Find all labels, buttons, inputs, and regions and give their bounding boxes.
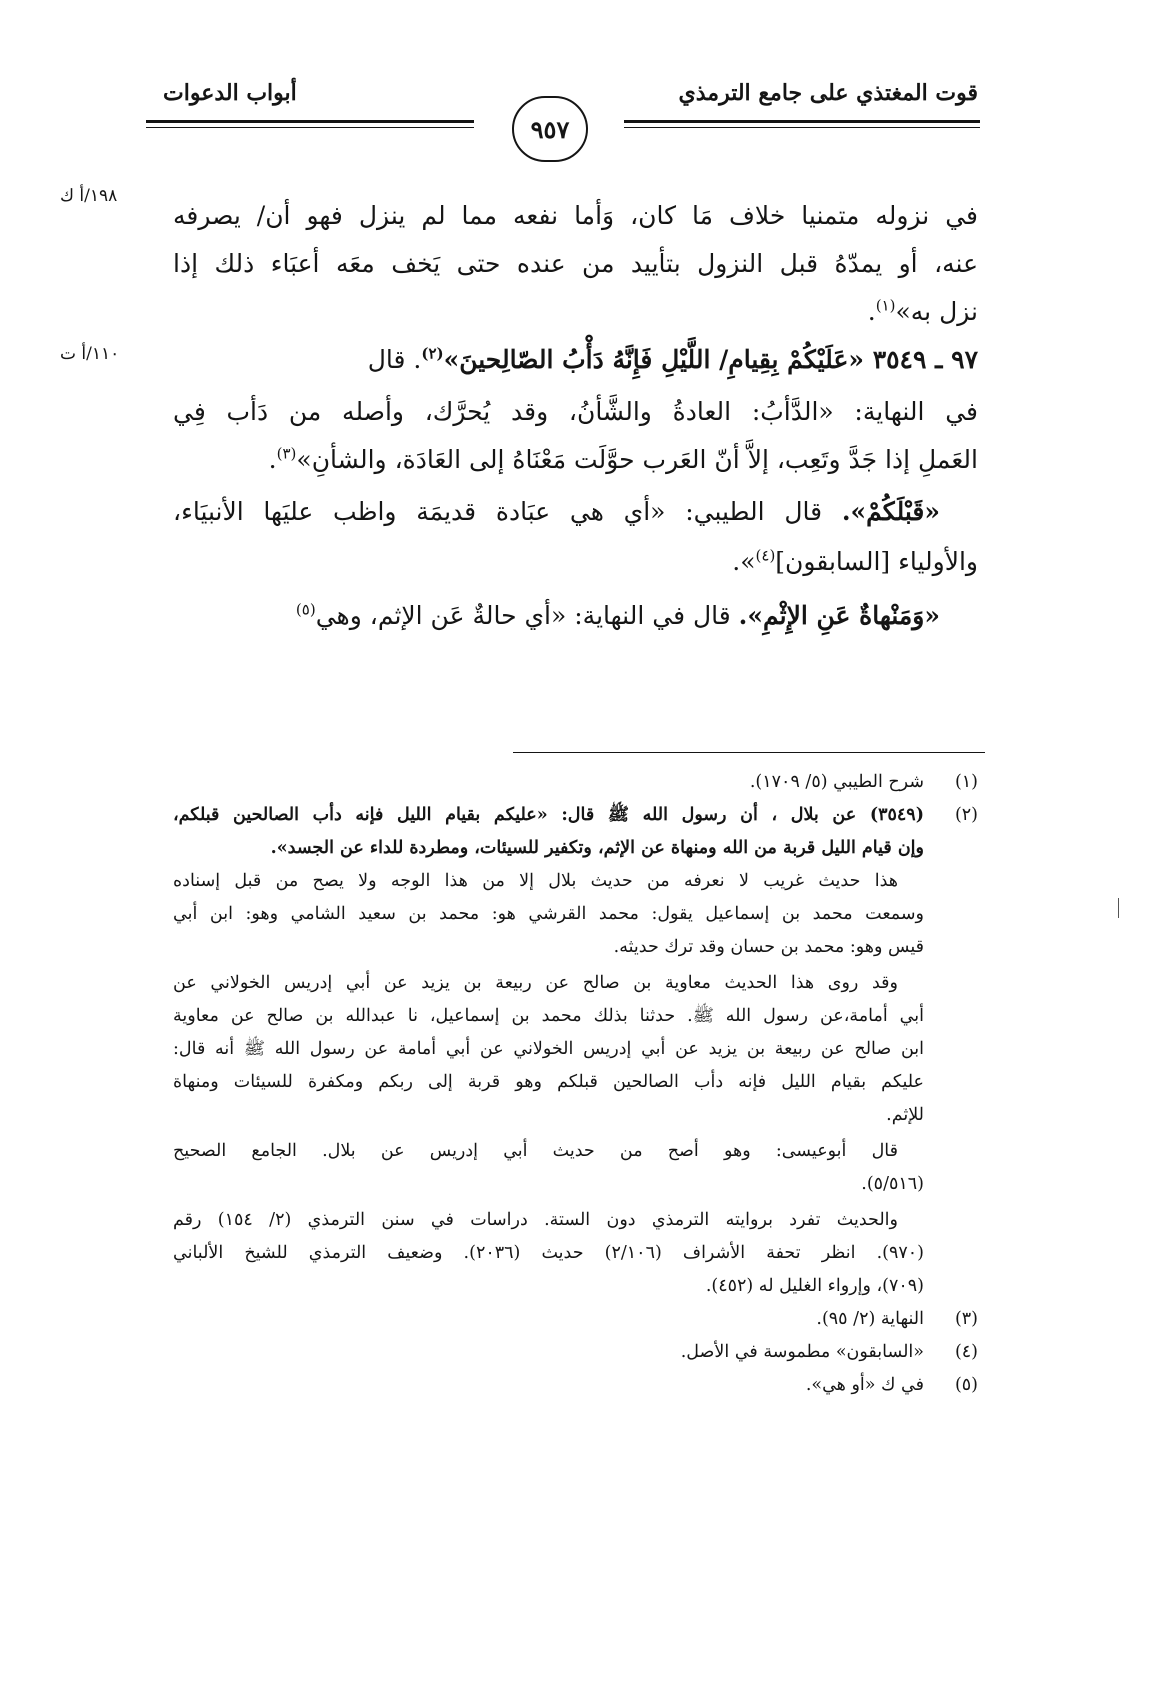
margin-note-1: ١٩٨/أ ك	[60, 186, 118, 206]
page-number: ٩٥٧	[512, 96, 588, 162]
footnote-2-p4-line-3: (٧٠٩)، وإرواء الغليل له (٤٥٢).	[705, 1276, 924, 1296]
footnote-2-line-2: وإن قيام الليل قربة من الله ومنهاة عن الإثم، وتكفير للسيئات، ومطردة للداء عن الجسد».	[270, 838, 924, 858]
footnote-2-p3-line-2: (٥/٥١٦).	[861, 1174, 924, 1194]
text-line-8-body: والأولياء [السابقون]	[775, 547, 978, 576]
header-rule-left-thin	[146, 127, 474, 128]
text-line-6	[173, 440, 978, 480]
keyword-qablakum: «قَبْلَكُمْ».	[841, 497, 940, 526]
scan-mark	[1118, 898, 1119, 918]
hadith-heading	[173, 340, 978, 380]
text-line-2: عنه، أو يمدّهُ قبل النزول بتأييد من عنده حتى يَخف معَه أعبَاء ذلك إذا	[173, 249, 978, 278]
footnote-2-p1-line-2: وسمعت محمد بن إسماعيل يقول: محمد القرشي هو: محمد بن سعيد الشامي وهو: ابن أبي	[173, 904, 924, 924]
text-line-7-body: قال الطيبي: «أي هي عبَادة قديمَة واظب عليَها الأنبيَاء،	[173, 497, 842, 526]
footnote-2-p1-line-1: هذا حديث غريب لا نعرفه من حديث بلال إلا من هذا الوجه ولا يصح من قبل إسناده	[173, 871, 898, 891]
header-rule-right	[624, 120, 980, 123]
keyword-manhat: «وَمَنْهاةٌ عَنِ الإِثْمِ».	[738, 601, 940, 630]
footnote-1	[173, 766, 978, 799]
text-line-6-body: العَملِ إذا جَدَّ وتَعِب، إلاَّ أنّ العَرب حوَّلَت مَعْنَاهُ إلى العَادَة، والشأنِ»	[296, 445, 978, 474]
text-line-1: في نزوله متمنيا خلاف مَا كان، وَأما نفعه مما لم ينزل فهو أن/ يصرفه	[173, 201, 978, 230]
text-line-5: في النهاية: «الدَّأبُ: العادةُ والشَّأنُ، وقد يُحرَّك، وأصله من دَأب فِي	[173, 397, 978, 426]
text-line-8-end: ».	[732, 547, 756, 576]
footnote-2-p1-line-3: قيس وهو: محمد بن حسان وقد ترك حديثه.	[613, 937, 924, 957]
text-line-9	[173, 596, 978, 636]
footnote-2	[173, 799, 978, 832]
text-line-3-end: .	[867, 297, 876, 326]
footnote-3-text: النهاية (٢/ ٩٥).	[816, 1309, 924, 1329]
hadith-heading-text: ٩٧ ـ ٣٥٤٩ «عَلَيْكُمْ بِقِيامِ/ اللَّيْلِ فَإِنَّهُ دَأْبُ الصّالِحينَ»	[443, 345, 978, 374]
footnote-ref-4: (٤)	[755, 546, 776, 565]
footnote-5-number: (٥)	[954, 1375, 978, 1395]
text-line-7	[173, 492, 978, 532]
text-line-3-body: نزل به»	[895, 297, 978, 326]
footnote-ref-3: (٣)	[276, 444, 297, 463]
footnote-2-p2-line-1: وقد روى هذا الحديث معاوية بن صالح عن ربيعة بن يزيد عن أبي إدريس الخولاني عن	[173, 973, 898, 993]
footnote-4-number: (٤)	[954, 1342, 978, 1362]
footnote-1-text: شرح الطيبي (٥/ ١٧٠٩).	[749, 772, 924, 792]
footnote-ref-5: (٥)	[295, 600, 316, 619]
text-line-8	[173, 542, 978, 582]
footnote-3-number: (٣)	[954, 1309, 978, 1329]
footnote-3	[173, 1303, 978, 1336]
footnote-5	[173, 1369, 978, 1402]
header-rule-right-thin	[624, 127, 980, 128]
margin-note-2: ١١٠/أ ت	[60, 344, 120, 364]
footnote-2-number: (٢)	[954, 805, 978, 825]
footnote-2-p2-line-4: عليكم بقيام الليل فإنه دأب الصالحين قبلكم وهو قربة إلى ربكم ومكفرة للسيئات ومنهاة	[173, 1072, 924, 1092]
footnote-2-p4-line-2: (٩٧٠). انظر تحفة الأشراف (٢/١٠٦) حديث (٢٠٣٦). وضعيف الترمذي للشيخ الألباني	[173, 1243, 924, 1263]
header-rule-left	[146, 120, 474, 123]
footnote-2-p3-line-1: قال أبوعيسى: وهو أصح من حديث أبي إدريس عن بلال. الجامع الصحيح	[173, 1141, 898, 1161]
footnote-4	[173, 1336, 978, 1369]
footnote-2-p2-line-2: أبي أمامة،عن رسول الله ﷺ. حدثنا بذلك محمد بن إسماعيل، نا عبدالله بن صالح عن معاوية	[173, 1006, 924, 1026]
footnote-5-text: في ك «أو هي».	[805, 1375, 924, 1395]
book-title: قوت المغتذي على جامع الترمذي	[678, 80, 978, 106]
footnote-2-line-1: (٣٥٤٩) عن بلال ، أن رسول الله ﷺ قال: «عليكم بقيام الليل فإنه دأب الصالحين قبلكم،	[173, 805, 924, 825]
text-line-6-end: .	[268, 445, 277, 474]
footnote-4-text: «السابقون» مطموسة في الأصل.	[680, 1342, 924, 1362]
footnote-2-p4-line-1: والحديث تفرد بروايته الترمذي دون الستة. دراسات في سنن الترمذي (٢/ ١٥٤) رقم	[173, 1210, 898, 1230]
footnote-ref-2: (٢)	[421, 344, 444, 363]
section-title: أبواب الدعوات	[163, 80, 297, 106]
footnote-separator	[513, 752, 985, 753]
text-line-9-body: قال في النهاية: «أي حالةٌ عَن الإثم، وهي	[315, 601, 739, 630]
hadith-heading-tail: . قال	[367, 345, 422, 374]
footnote-1-number: (١)	[954, 772, 978, 792]
footnote-2-p2-line-3: ابن صالح عن ربيعة بن يزيد عن أبي إدريس الخولاني عن أبي أمامة عن رسول الله ﷺ أنه قال:	[173, 1039, 924, 1059]
text-line-3	[173, 292, 978, 332]
footnote-ref-1: (١)	[875, 296, 896, 315]
footnote-2-p2-line-5: للإثم.	[886, 1105, 924, 1125]
